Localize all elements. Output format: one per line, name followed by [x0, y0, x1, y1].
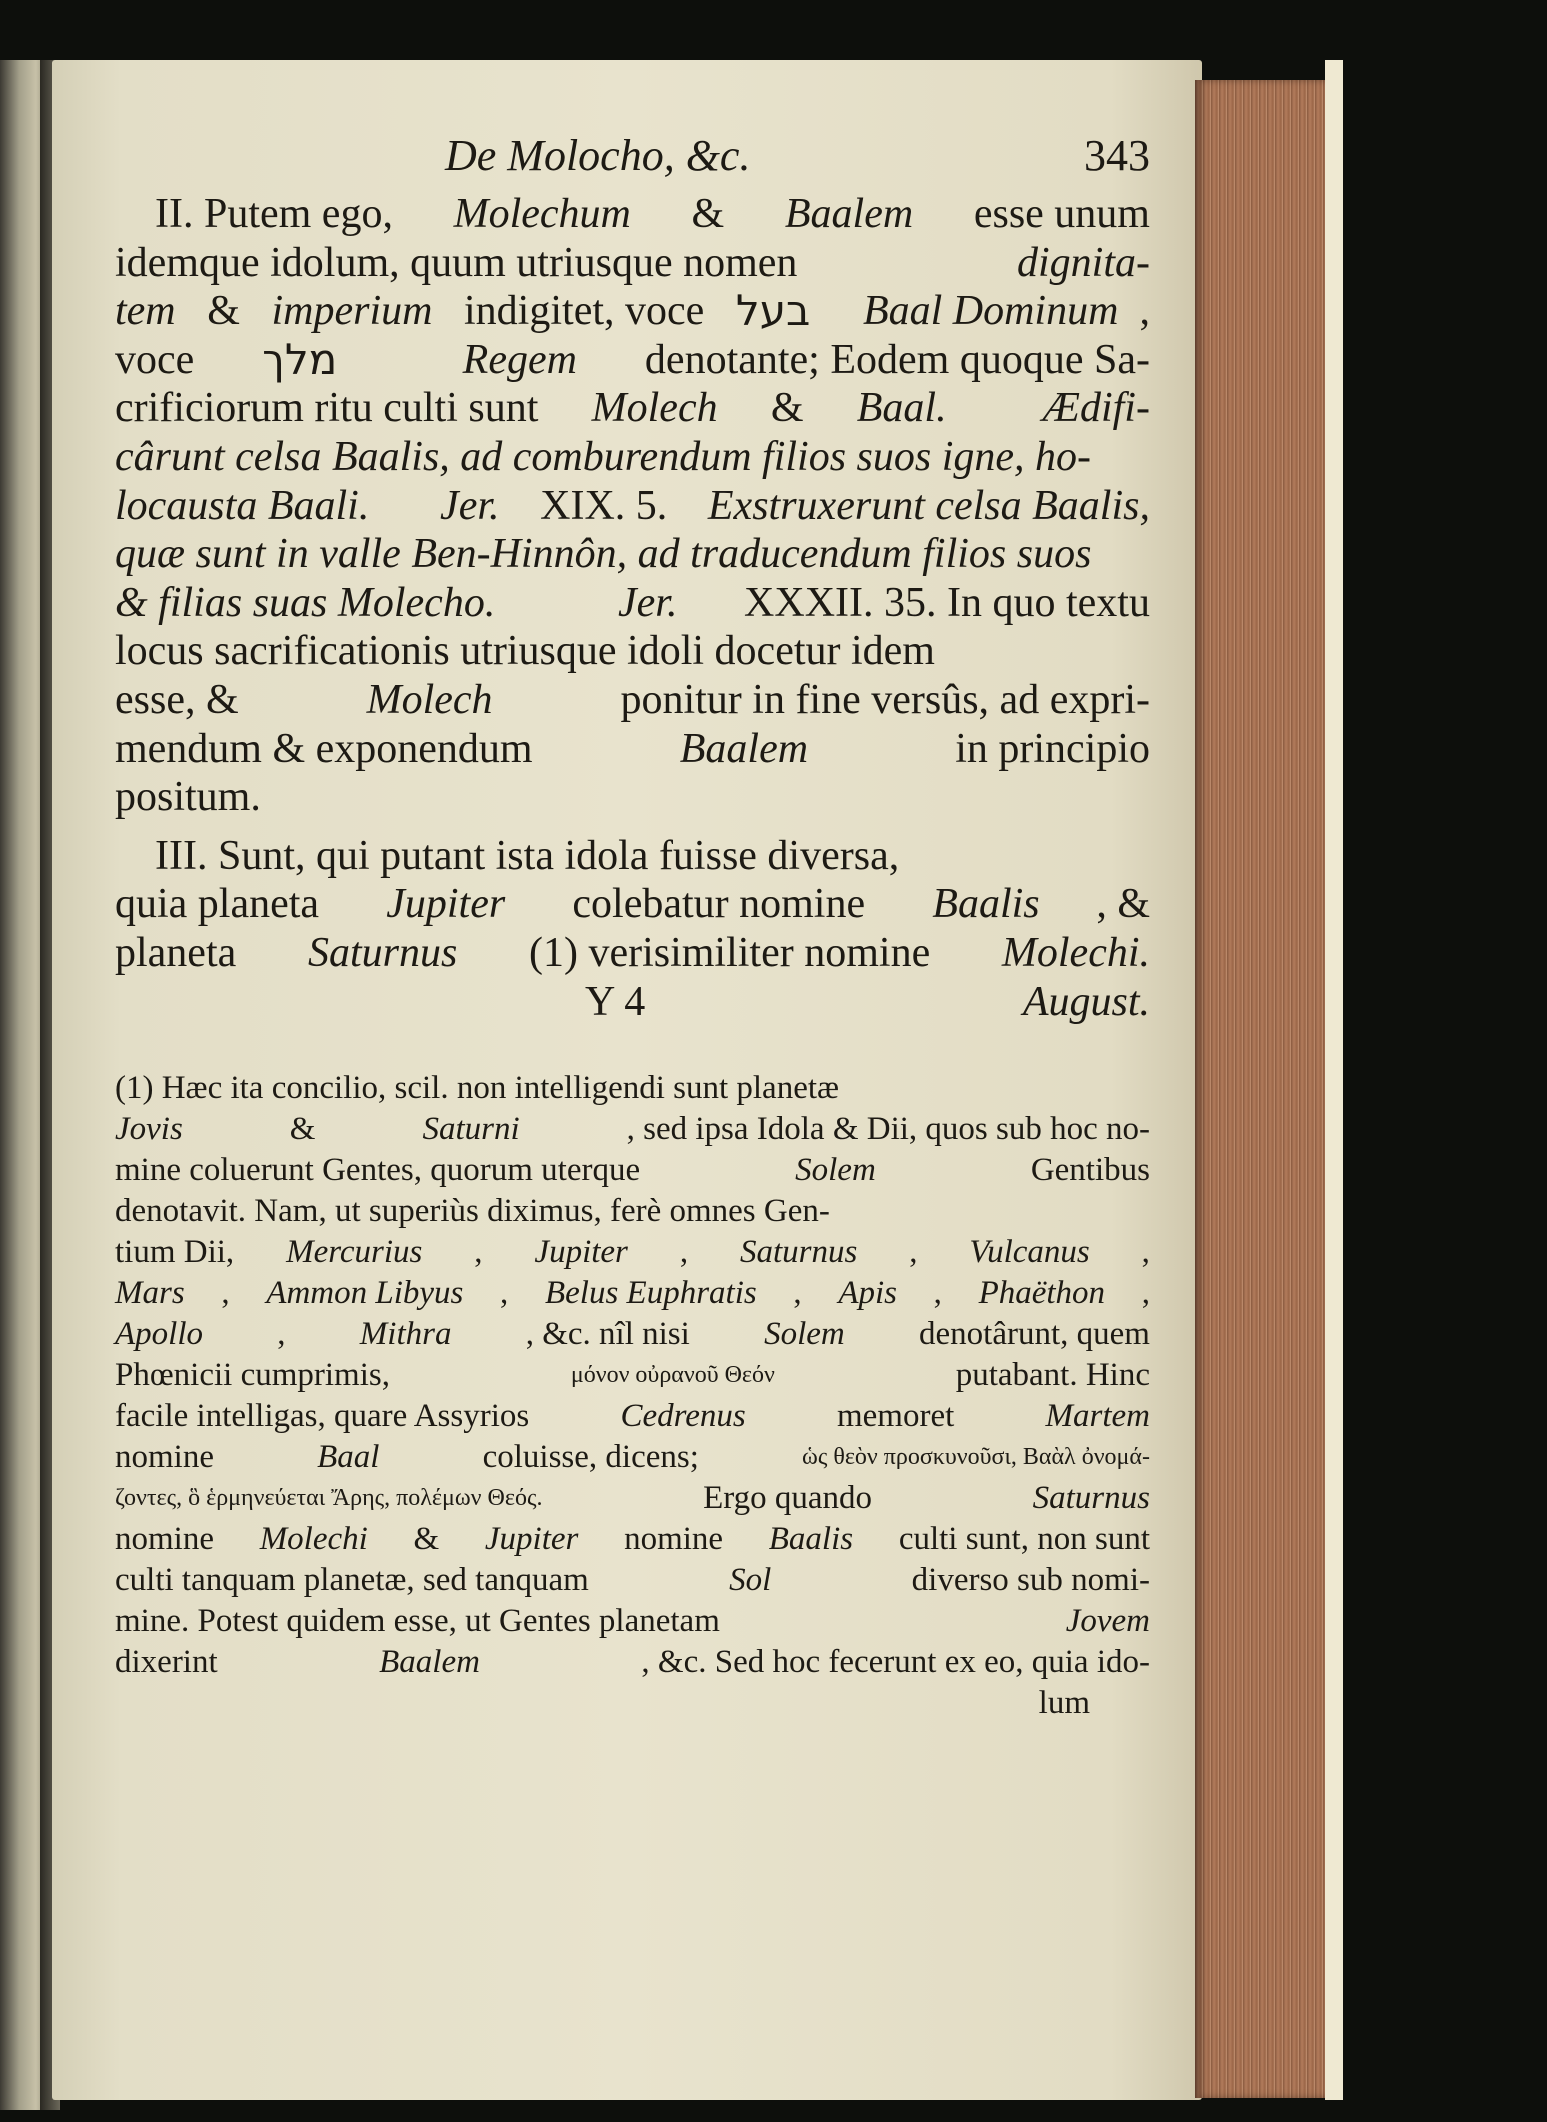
- note-line: [115, 1232, 1150, 1273]
- text-run: mine coluerunt Gentes, quorum uterque: [115, 1151, 641, 1188]
- italic-text: Jupiter: [484, 1520, 579, 1557]
- main-text-block: [115, 190, 1150, 978]
- text-run: lum: [1038, 1684, 1090, 1721]
- main-line: [115, 832, 1150, 881]
- text-run: planeta: [115, 929, 247, 976]
- page-edges: [1195, 80, 1333, 2098]
- text-run: [399, 482, 410, 531]
- text-run: mendum & exponendum: [115, 725, 544, 772]
- greek-phrase: ζοντες, ὃ ἑρμηνεύεται Ἄρης, πολέμων Θεός.: [115, 1484, 543, 1511]
- cover-edge: [1325, 60, 1343, 2100]
- note-line: [115, 1068, 1150, 1109]
- greek-phrase: ὡς θεὸν προσκυνοῦσι, Βαὰλ ὀνομά-: [802, 1443, 1150, 1470]
- main-line: [115, 676, 1150, 725]
- italic-text: Saturnus: [739, 1233, 858, 1270]
- italic-text: Mars: [115, 1274, 185, 1311]
- italic-text: dignita-: [1017, 239, 1150, 286]
- text-run: idemque idolum, quum utriusque nomen: [115, 239, 808, 286]
- running-head-title: De Molocho, &c.: [445, 131, 751, 180]
- text-run: nomine: [115, 1438, 214, 1475]
- italic-text: Apis: [838, 1274, 897, 1311]
- italic-text: Jovem: [1065, 1602, 1150, 1639]
- main-line: [115, 336, 1150, 385]
- text-run: esse unum: [963, 191, 1150, 237]
- text-run: denotârunt, quem: [919, 1315, 1150, 1352]
- text-run: locus sacrificationis utriusque idoli docetur idem: [115, 628, 935, 675]
- main-line: [115, 433, 1150, 482]
- italic-text: Jupiter: [534, 1233, 628, 1270]
- text-run: XIX. 5.: [529, 482, 678, 529]
- note-line: [115, 1642, 1150, 1683]
- note-line: [115, 1191, 1150, 1232]
- text-run: ,: [1141, 1233, 1150, 1270]
- italic-text: Phaëthon: [978, 1274, 1106, 1311]
- italic-text: Baalis: [768, 1520, 854, 1557]
- text-run: [395, 336, 406, 385]
- text-run: (1) Hæc ita concilio, scil. non intelligendi sunt planetæ: [115, 1069, 840, 1106]
- text-run: culti tanquam planetæ, sed tanquam: [115, 1561, 589, 1598]
- italic-text: Ammon Libyus: [266, 1274, 464, 1311]
- note-line: [115, 1437, 1150, 1478]
- text-run: ,: [933, 1274, 942, 1311]
- italic-text: Solem: [795, 1151, 876, 1188]
- text-run: positum.: [115, 774, 261, 821]
- text-run: ,: [277, 1315, 286, 1352]
- text-run: in principio: [944, 725, 1150, 772]
- main-line: [115, 482, 1150, 531]
- text-run: Phœnicii cumprimis,: [115, 1356, 390, 1393]
- italic-text: Molech: [591, 385, 718, 432]
- italic-text: Baal.: [856, 385, 947, 432]
- text-run: dixerint: [115, 1643, 218, 1680]
- main-line: [115, 880, 1150, 929]
- italic-text: imperium: [271, 288, 433, 335]
- text-run: [831, 287, 842, 336]
- text-run: memoret: [836, 1397, 955, 1434]
- italic-text: locausta Baali.: [115, 482, 370, 529]
- text-run: coluisse, dicens;: [482, 1438, 699, 1475]
- text-run: crificiorum ritu culti sunt: [115, 385, 549, 432]
- main-line: [115, 725, 1150, 774]
- italic-text: Belus Euphratis: [544, 1274, 757, 1311]
- note-line: [115, 1601, 1150, 1642]
- italic-text: Saturnus: [307, 929, 458, 976]
- text-run: , &: [1096, 881, 1150, 928]
- italic-text: Baalem: [784, 191, 914, 237]
- text-run: ,: [500, 1274, 509, 1311]
- text-run: denotavit. Nam, ut superiùs diximus, ferè omnes Gen-: [115, 1192, 830, 1229]
- text-run: , &c. nîl nisi: [525, 1315, 690, 1352]
- text-run: voce: [115, 336, 205, 383]
- text-run: ,: [793, 1274, 802, 1311]
- text-run: diverso sub nomi-: [911, 1561, 1150, 1598]
- text-run: II. Putem ego,: [155, 191, 404, 237]
- italic-text: Jovis: [115, 1110, 183, 1147]
- italic-text: Mercurius: [286, 1233, 423, 1270]
- main-line: [115, 287, 1150, 336]
- text-run: tium Dii,: [115, 1233, 235, 1270]
- italic-text: Cedrenus: [620, 1397, 746, 1434]
- italic-text: Jupiter: [386, 881, 506, 928]
- text-run: , &c. Sed hoc fecerunt ex eo, quia ido-: [641, 1643, 1150, 1680]
- text-run: &: [413, 1520, 440, 1557]
- text-run: III. Sunt, qui putant ista idola fuisse diversa,: [155, 832, 900, 879]
- italic-text: Regem: [462, 336, 577, 383]
- text-run: nomine: [115, 1520, 214, 1557]
- text-run: ,: [1139, 288, 1150, 335]
- italic-text: Apollo: [115, 1315, 203, 1352]
- text-run: putabant. Hinc: [955, 1356, 1150, 1393]
- text-run: &: [681, 191, 735, 237]
- italic-text: Mithra: [359, 1315, 452, 1352]
- text-run: , sed ipsa Idola & Dii, quos sub hoc no-: [626, 1110, 1150, 1147]
- catchword: August.: [1022, 978, 1150, 1025]
- italic-text: tem: [115, 288, 176, 335]
- italic-text: Jer.: [617, 579, 678, 626]
- italic-text: Ædifi-: [1042, 385, 1150, 432]
- text-run: ,: [679, 1233, 689, 1270]
- text-run: facile intelligas, quare Assyrios: [115, 1397, 530, 1434]
- text-run: nomine: [624, 1520, 724, 1557]
- text-run: ,: [221, 1274, 230, 1311]
- note-line: [115, 1519, 1150, 1560]
- italic-text: Saturnus: [1032, 1479, 1150, 1516]
- main-line: [115, 579, 1150, 628]
- italic-text: Baalem: [379, 1643, 480, 1680]
- main-line: [115, 239, 1150, 288]
- italic-text: & filias suas Molecho.: [115, 579, 496, 626]
- text-run: &: [289, 1110, 316, 1147]
- italic-text: Molech: [366, 676, 493, 723]
- text-run: &: [760, 385, 815, 432]
- italic-text: Jer.: [440, 482, 500, 529]
- text-run: ,: [909, 1233, 918, 1270]
- text-run: ,: [474, 1233, 483, 1270]
- note-line: [115, 1478, 1150, 1519]
- text-run: esse, &: [115, 676, 250, 723]
- footnote-block: [115, 1068, 1150, 1724]
- text-run: culti sunt, non sunt: [898, 1520, 1150, 1557]
- note-line: [115, 1314, 1150, 1355]
- text-run: ponitur in fine versûs, ad expri-: [609, 676, 1150, 723]
- italic-text: Baal: [317, 1438, 380, 1475]
- signature-mark: Y 4: [585, 978, 646, 1025]
- text-run: &: [196, 288, 251, 335]
- main-line: [115, 627, 1150, 676]
- text-run: ,: [1141, 1274, 1150, 1311]
- page-text: [115, 130, 1150, 1724]
- italic-text: Exstruxerunt celsa Baalis,: [707, 482, 1150, 529]
- text-run: XXXII. 35. In quo textu: [733, 579, 1150, 626]
- italic-text: cârunt celsa Baalis, ad comburendum filios suos igne, ho-: [115, 433, 1092, 480]
- text-run: Gentibus: [1030, 1151, 1150, 1188]
- greek-phrase: μόνον οὐρανοῦ Θεόν: [570, 1361, 775, 1388]
- note-line: [115, 1273, 1150, 1314]
- italic-text: quæ sunt in valle Ben-Hinnôn, ad traducendum filios suos: [115, 531, 1092, 578]
- italic-text: Martem: [1045, 1397, 1150, 1434]
- text-run: denotante; Eodem quoque Sa-: [634, 336, 1150, 383]
- text-run: quia planeta: [115, 881, 330, 928]
- catch-line: [115, 978, 1150, 1028]
- italic-text: Baal Dominum: [862, 288, 1119, 335]
- note-line: [115, 1396, 1150, 1437]
- italic-text: Baalis: [932, 881, 1040, 928]
- italic-text: Solem: [764, 1315, 845, 1352]
- hebrew-word: בעל: [735, 286, 811, 336]
- text-run: [989, 384, 1000, 433]
- text-run: indigitet, voce: [453, 288, 715, 335]
- note-line: [115, 1683, 1150, 1724]
- italic-text: Vulcanus: [969, 1233, 1090, 1270]
- italic-text: Molechi.: [1001, 929, 1150, 976]
- main-line: [115, 190, 1150, 239]
- main-line: [115, 384, 1150, 433]
- italic-text: Saturni: [422, 1110, 520, 1147]
- text-run: (1) verisimiliter nomine: [518, 929, 941, 976]
- text-run: Ergo quando: [703, 1479, 873, 1516]
- main-line: [115, 530, 1150, 579]
- note-line: [115, 1150, 1150, 1191]
- note-line: [115, 1560, 1150, 1601]
- main-line: [115, 929, 1150, 978]
- running-head: [115, 130, 1150, 190]
- text-run: [551, 579, 562, 628]
- italic-text: Baalem: [679, 725, 809, 772]
- italic-text: Molechi: [259, 1520, 368, 1557]
- italic-text: Sol: [729, 1561, 772, 1598]
- main-line: [115, 773, 1150, 822]
- note-line: [115, 1355, 1150, 1396]
- page-number: 343: [1084, 131, 1150, 180]
- italic-text: Molechum: [453, 191, 631, 237]
- note-line: [115, 1109, 1150, 1150]
- hebrew-word: מלך: [262, 334, 338, 384]
- text-run: colebatur nomine: [561, 881, 876, 928]
- text-run: mine. Potest quidem esse, ut Gentes planetam: [115, 1602, 720, 1639]
